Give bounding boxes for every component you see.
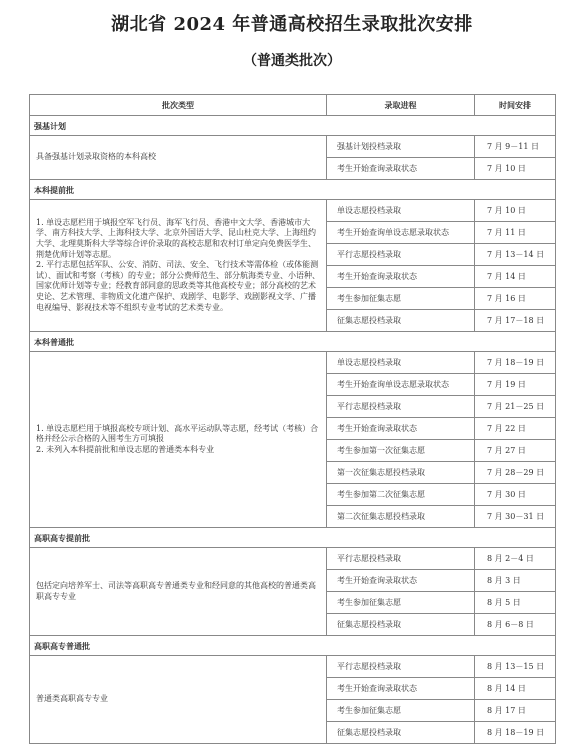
- schedule-time: 7 月 16 日: [475, 288, 556, 310]
- schedule-time: 8 月 2－4 日: [475, 548, 556, 570]
- section-header-row: [30, 636, 556, 656]
- schedule-time: 7 月 27 日: [475, 440, 556, 462]
- section-header-row: [30, 332, 556, 352]
- batch-description: [30, 136, 327, 180]
- progress-stage: 考生开始查询录取状态: [327, 570, 475, 592]
- table-row: [30, 352, 556, 374]
- schedule-time: 7 月 28－29 日: [475, 462, 556, 484]
- schedule-time: 7 月 18－19 日: [475, 352, 556, 374]
- description-line: 2. 平行志愿包括军队、公安、消防、司法、安全、飞行技术等需体检（或体能测试）、面试和考察（考核）的专业；部分公费师范生、部分航海类专业、小语种、国家优师计划等专业；经教育部同意的思政类等其他高校专业；部分高校的艺术史论、艺术管理、非物质文化遗产保护、戏剧学、电影学、戏剧影视文学、广播电视编导、影视技术等不组织专业考试的艺术类专业。: [36, 260, 320, 312]
- progress-stage: 平行志愿投档录取: [327, 548, 475, 570]
- description-line: 1. 单设志愿栏用于填报高校专项计划、高水平运动队等志愿，经考试（考核）合格并经公示合格的入围考生方可填报: [36, 423, 319, 444]
- progress-stage: 考生参加第二次征集志愿: [327, 484, 475, 506]
- schedule-time: 7 月 30－31 日: [475, 506, 556, 528]
- table-body: [30, 116, 556, 744]
- schedule-time: 8 月 17 日: [475, 700, 556, 722]
- schedule-time: 7 月 17－18 日: [475, 310, 556, 332]
- progress-stage: 强基计划投档录取: [327, 136, 475, 158]
- schedule-time: 7 月 19 日: [475, 374, 556, 396]
- schedule-time: 7 月 22 日: [475, 418, 556, 440]
- progress-stage: 第二次征集志愿投档录取: [327, 506, 475, 528]
- progress-stage: 考生参加征集志愿: [327, 592, 475, 614]
- table-row: [30, 136, 556, 158]
- progress-stage: 平行志愿投档录取: [327, 396, 475, 418]
- progress-stage: 考生开始查询录取状态: [327, 418, 475, 440]
- schedule-time: 7 月 30 日: [475, 484, 556, 506]
- progress-stage: 征集志愿投档录取: [327, 614, 475, 636]
- progress-stage: 考生开始查询录取状态: [327, 158, 475, 180]
- schedule-time: 8 月 13－15 日: [475, 656, 556, 678]
- batch-description: [30, 200, 327, 332]
- progress-stage: 考生开始查询单设志愿录取状态: [327, 374, 475, 396]
- progress-stage: 考生开始查询录取状态: [327, 678, 475, 700]
- section-title: 本科提前批: [30, 180, 556, 200]
- progress-stage: 单设志愿投档录取: [327, 200, 475, 222]
- section-title: 本科普通批: [30, 332, 556, 352]
- table-row: [30, 548, 556, 570]
- section-title: 强基计划: [30, 116, 556, 136]
- schedule-time: 7 月 21－25 日: [475, 396, 556, 418]
- progress-stage: 单设志愿投档录取: [327, 352, 475, 374]
- header-time: 时间安排: [475, 95, 556, 116]
- schedule-time: 7 月 11 日: [475, 222, 556, 244]
- batch-description: [30, 352, 327, 528]
- batch-description: [30, 548, 327, 636]
- progress-stage: 征集志愿投档录取: [327, 310, 475, 332]
- progress-stage: 考生开始查询录取状态: [327, 266, 475, 288]
- table-row: [30, 200, 556, 222]
- schedule-time: 8 月 3 日: [475, 570, 556, 592]
- description-line: 普通类高职高专专业: [36, 694, 108, 704]
- section-title: 高职高专提前批: [30, 528, 556, 548]
- section-header-row: [30, 116, 556, 136]
- description-line: 包括定向培养军士、司法等高职高专普通类专业和经同意的其他高校的普通类高职高专专业: [36, 580, 316, 601]
- progress-stage: 考生参加征集志愿: [327, 288, 475, 310]
- schedule-time: 7 月 10 日: [475, 158, 556, 180]
- progress-stage: 考生开始查询单设志愿录取状态: [327, 222, 475, 244]
- schedule-time: 7 月 10 日: [475, 200, 556, 222]
- page-title: 湖北省 2024 年普通高校招生录取批次安排: [111, 14, 473, 35]
- page-subtitle: （普通类批次）: [243, 53, 341, 69]
- admission-schedule-table: [29, 94, 556, 744]
- header-batch-type: 批次类型: [30, 95, 327, 116]
- schedule-time: 8 月 14 日: [475, 678, 556, 700]
- progress-stage: 考生参加第一次征集志愿: [327, 440, 475, 462]
- batch-description: [30, 656, 327, 744]
- section-header-row: [30, 528, 556, 548]
- table-header-row: [30, 95, 556, 116]
- header-progress: 录取进程: [327, 95, 475, 116]
- section-title: 高职高专普通批: [30, 636, 556, 656]
- schedule-time: 8 月 18－19 日: [475, 722, 556, 744]
- progress-stage: 平行志愿投档录取: [327, 656, 475, 678]
- table-row: [30, 656, 556, 678]
- progress-stage: 考生参加征集志愿: [327, 700, 475, 722]
- description-line: 具备强基计划录取资格的本科高校: [36, 152, 156, 162]
- description-line: 1. 单设志愿栏用于填报空军飞行员、海军飞行员、香港中文大学、香港城市大学、南方科技大学、上海科技大学、北京外国语大学、昆山杜克大学、上海纽约大学、北理莫斯科大学等综合评价录取的高校志愿和农村订单定向免费医学生、荆楚优师计划等志愿。: [36, 217, 316, 259]
- schedule-time: 8 月 6－8 日: [475, 614, 556, 636]
- progress-stage: 征集志愿投档录取: [327, 722, 475, 744]
- progress-stage: 第一次征集志愿投档录取: [327, 462, 475, 484]
- progress-stage: 平行志愿投档录取: [327, 244, 475, 266]
- schedule-time: 7 月 13－14 日: [475, 244, 556, 266]
- section-header-row: [30, 180, 556, 200]
- schedule-time: 7 月 14 日: [475, 266, 556, 288]
- schedule-time: 8 月 5 日: [475, 592, 556, 614]
- description-line: 2. 未列入本科提前批和单设志愿的普通类本科专业: [36, 444, 215, 454]
- schedule-time: 7 月 9－11 日: [475, 136, 556, 158]
